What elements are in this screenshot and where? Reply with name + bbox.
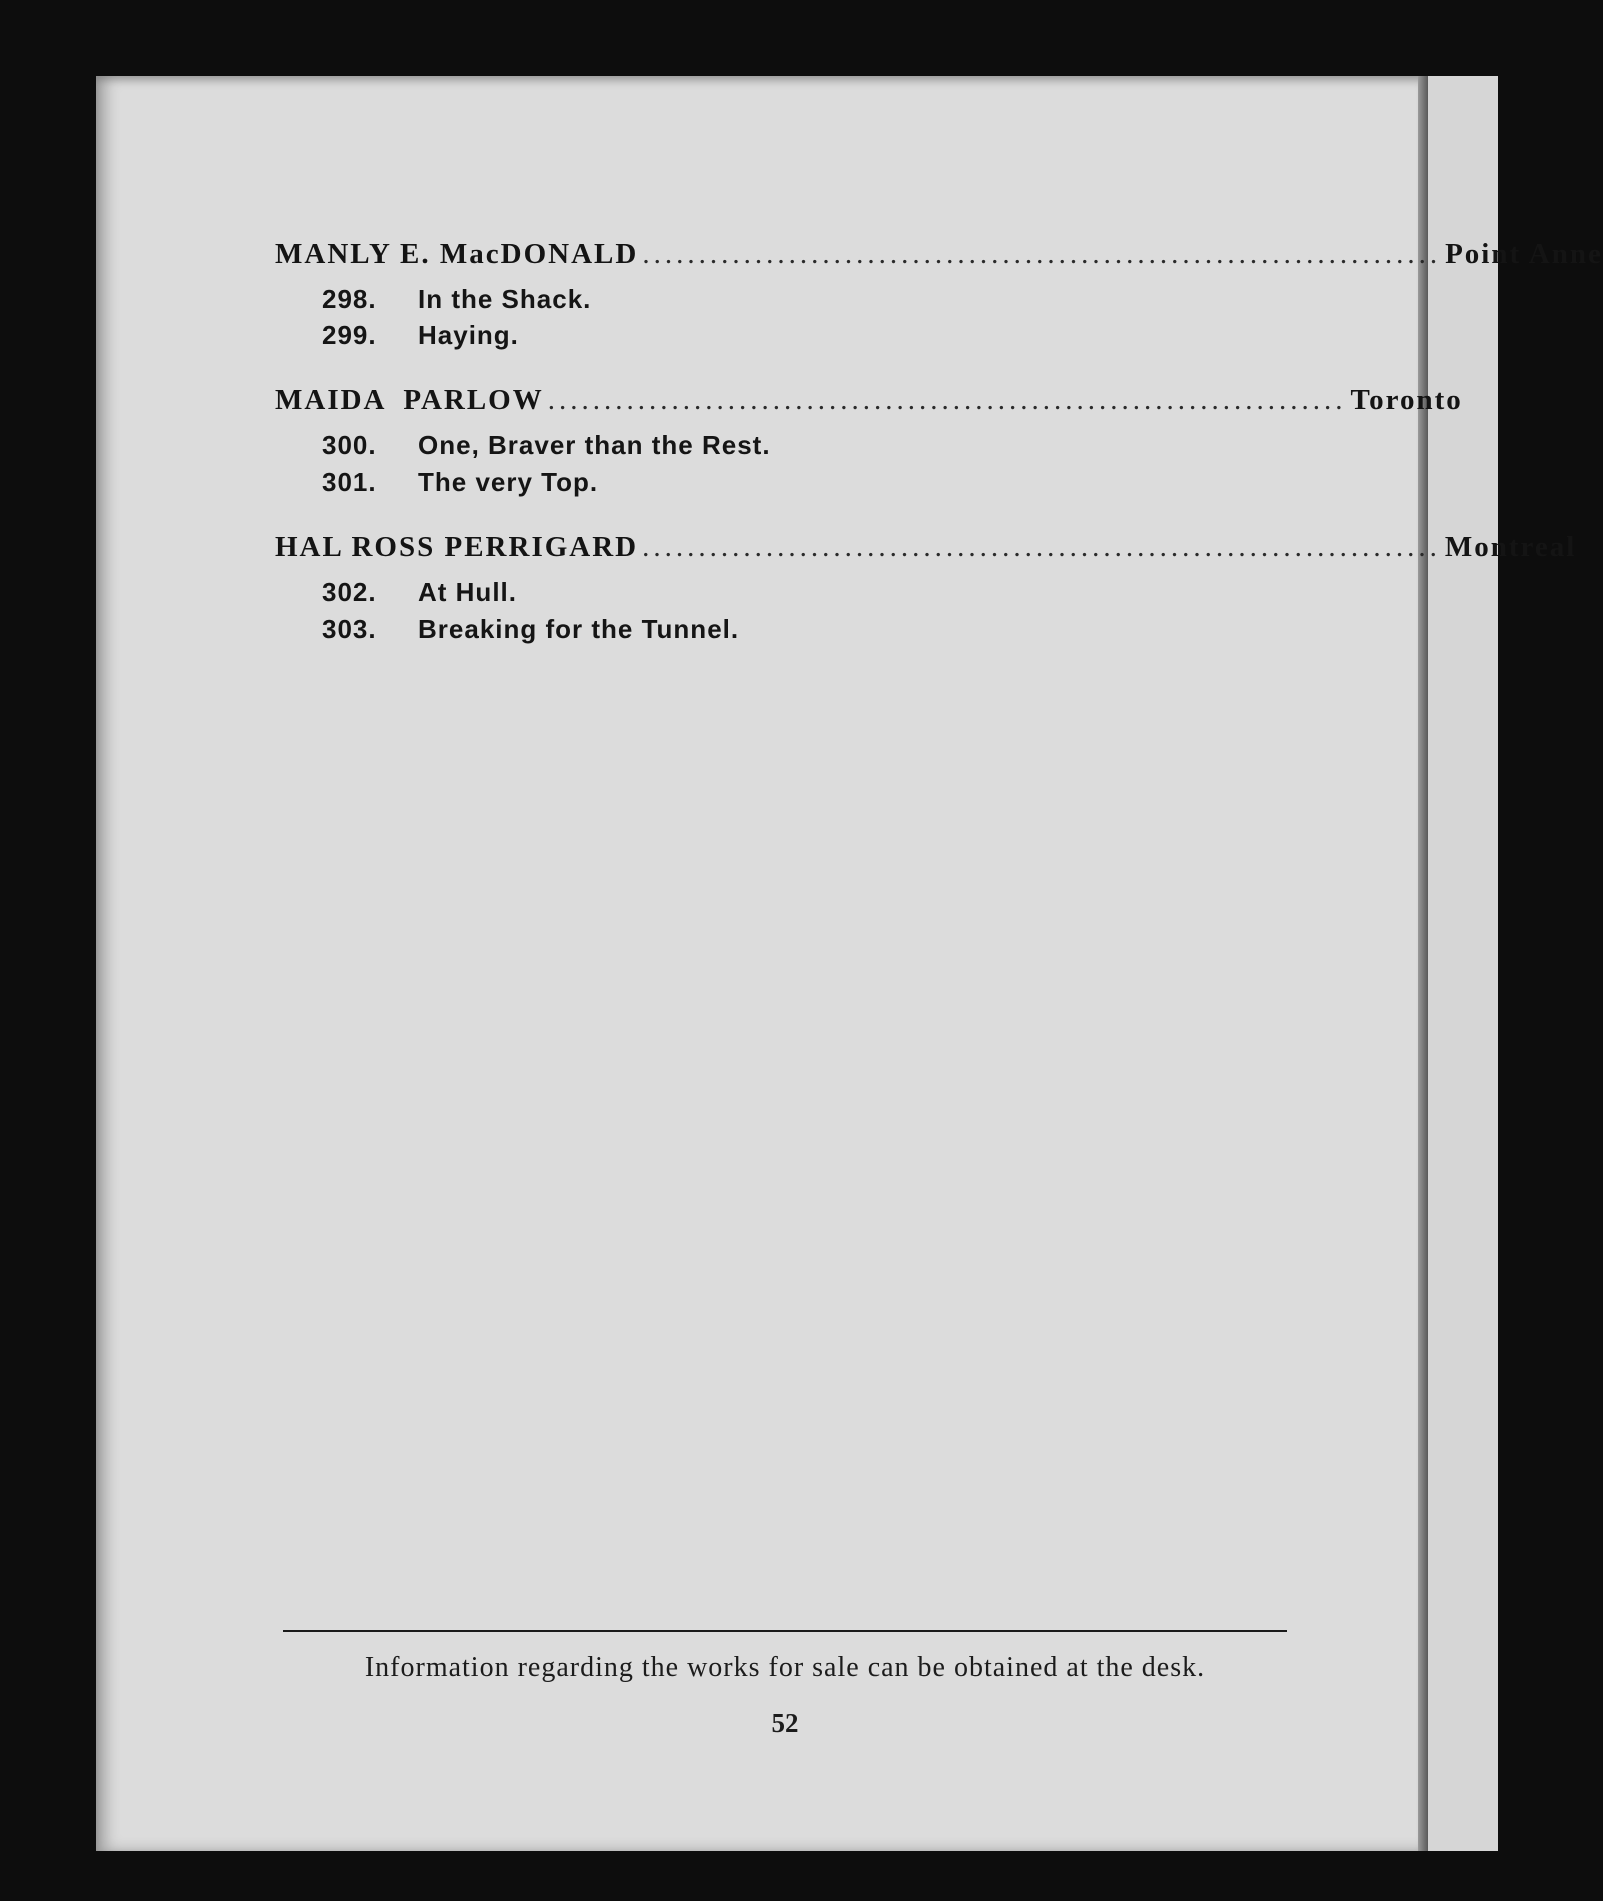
work-number: 303. xyxy=(322,614,377,644)
work-number: 299. xyxy=(322,320,377,350)
book-spine xyxy=(1418,76,1428,1851)
dot-leader: ....................................................................... xyxy=(642,238,1442,270)
work-title: The very Top. xyxy=(418,467,599,497)
document-page xyxy=(96,76,1423,1851)
dot-leader: ....................................................................... xyxy=(642,531,1441,563)
work-item xyxy=(322,284,591,318)
work-number: 302. xyxy=(322,577,377,607)
work-number: 298. xyxy=(322,284,377,314)
facing-page-edge xyxy=(1428,76,1498,1851)
artist-city: Toronto xyxy=(1350,384,1463,416)
work-title: One, Braver than the Rest. xyxy=(418,430,771,460)
footer-rule xyxy=(283,1630,1287,1632)
work-title: Breaking for the Tunnel. xyxy=(418,614,740,644)
artist-entry-header xyxy=(275,531,1577,567)
work-title: At Hull. xyxy=(418,577,517,607)
artist-entry-header xyxy=(275,238,1603,274)
sale-information-note: Information regarding the works for sale can be obtained at the desk. xyxy=(364,1652,1206,1683)
work-item xyxy=(322,320,519,354)
dot-leader: ....................................................................... xyxy=(547,384,1347,416)
work-number: 301. xyxy=(322,467,377,497)
artist-city: Montreal xyxy=(1444,531,1577,563)
work-title: Haying. xyxy=(418,320,519,350)
artist-name: HAL ROSS PERRIGARD xyxy=(275,531,639,563)
work-item xyxy=(322,467,598,501)
work-item xyxy=(322,577,517,611)
work-title: In the Shack. xyxy=(418,284,592,314)
work-item xyxy=(322,430,771,464)
artist-city: Point Anne xyxy=(1445,238,1603,270)
work-number: 300. xyxy=(322,430,377,460)
work-item xyxy=(322,614,739,648)
artist-name: MANLY E. MacDONALD xyxy=(275,238,639,270)
artist-entry-header xyxy=(275,384,1463,420)
page-number: 52 xyxy=(771,1708,799,1738)
artist-name: MAIDA PARLOW xyxy=(275,384,544,416)
